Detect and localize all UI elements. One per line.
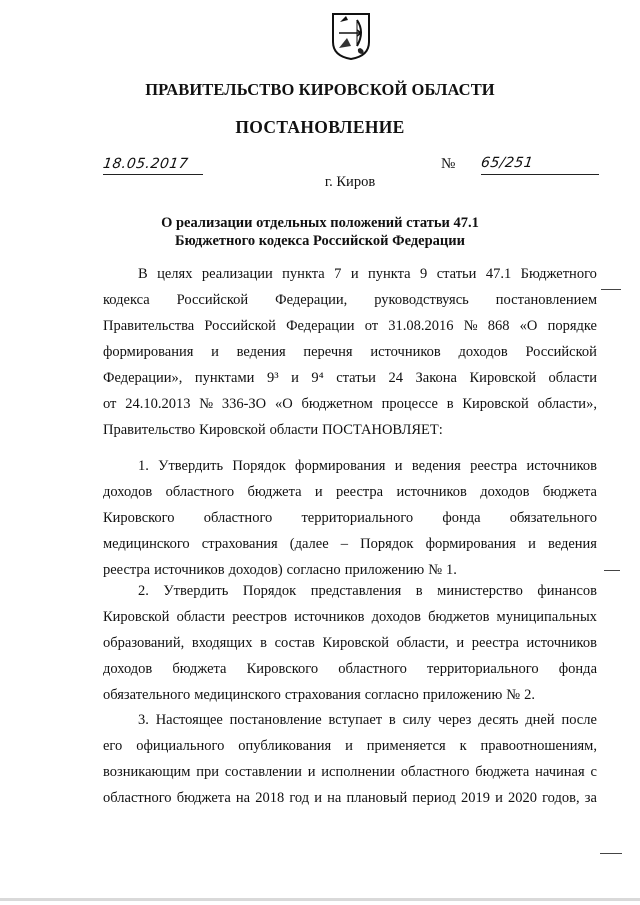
- paragraph-preamble: [103, 261, 597, 443]
- text-line: формирования и ведения перечня источников доходов Российской: [103, 344, 597, 360]
- paragraph-3: [103, 707, 597, 811]
- subject-line: О реализации отдельных положений статьи 47.1: [161, 215, 479, 231]
- paragraph-2: [103, 578, 597, 708]
- city-name: г. Киров: [324, 174, 376, 190]
- decree-date: 18.05.2017: [101, 156, 190, 172]
- text-line: В целях реализации пункта 7 и пункта 9 статьи 47.1 Бюджетного: [138, 266, 597, 282]
- text-line: реестра источников доходов) согласно приложению № 1.: [103, 562, 457, 578]
- scan-edge: [0, 898, 640, 901]
- decree-number: 65/251: [479, 155, 535, 171]
- margin-mark: [600, 853, 622, 854]
- document-type: ПОСТАНОВЛЕНИЕ: [235, 117, 405, 137]
- text-line: медицинского страхования (далее – Порядок формирования и ведения: [103, 536, 597, 552]
- text-line: обязательного медицинского страхования согласно приложению № 2.: [103, 687, 535, 703]
- text-line: 1. Утвердить Порядок формирования и ведения реестра источников: [138, 458, 597, 474]
- text-line: доходов областного бюджета и реестра источников доходов бюджета: [103, 484, 597, 500]
- text-line: Федерации», пунктами 9³ и 9⁴ статьи 24 Закона Кировской области: [103, 370, 597, 386]
- decree-subject: [0, 214, 640, 250]
- subject-line: Бюджетного кодекса Российской Федерации: [174, 233, 465, 249]
- text-line: кодекса Российской Федерации, руководствуясь постановлением: [103, 292, 597, 308]
- text-line: областного бюджета на 2018 год и на плановый период 2019 и 2020 годов, за: [103, 790, 597, 806]
- margin-mark: [604, 570, 620, 571]
- text-line: Кировского областного территориального фонда обязательного: [103, 510, 597, 526]
- text-line: от 24.10.2013 № 336-ЗО «О бюджетном процессе в Кировской области»,: [103, 396, 597, 412]
- paragraph-1: [103, 453, 597, 583]
- text-line: Правительства Российской Федерации от 31.08.2016 № 868 «О порядке: [103, 318, 597, 334]
- text-line: возникающим при составлении и исполнении областного бюджета начиная с: [103, 764, 597, 780]
- government-title: ПРАВИТЕЛЬСТВО КИРОВСКОЙ ОБЛАСТИ: [145, 80, 495, 99]
- text-line: 2. Утвердить Порядок представления в министерство финансов: [138, 583, 597, 599]
- text-line: доходов бюджета Кировского областного территориального фонда: [103, 661, 597, 677]
- text-line: Правительство Кировской области ПОСТАНОВЛЯЕТ:: [103, 422, 443, 438]
- text-line: его официального опубликования и применяется к правоотношениям,: [103, 738, 597, 754]
- text-line: образований, входящих в состав Кировской области, и реестра источников: [103, 635, 597, 651]
- margin-mark: [601, 289, 621, 290]
- number-sign: №: [441, 156, 456, 172]
- coat-of-arms-icon: [331, 12, 371, 60]
- text-line: 3. Настоящее постановление вступает в силу через десять дней после: [138, 712, 597, 728]
- text-line: Кировской области реестров источников доходов бюджетов муниципальных: [103, 609, 597, 625]
